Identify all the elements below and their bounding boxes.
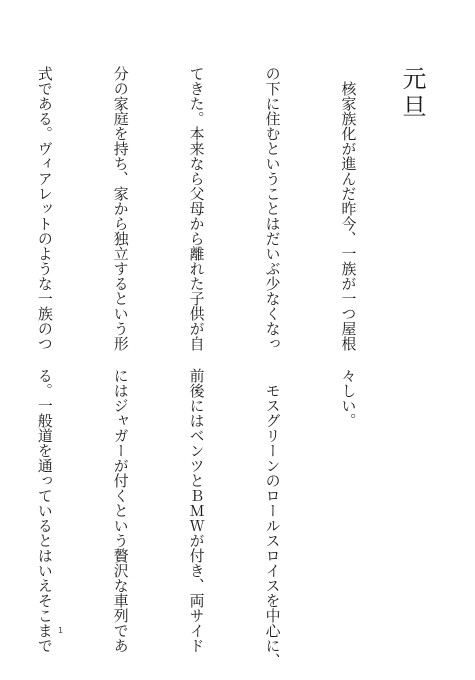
text-line: てきた。本来なら父母から離れた子供が自: [187, 66, 206, 351]
text-line: 核家族化が進んだ昨今、一族が一つ屋根: [339, 66, 358, 351]
text-line: にはジャガーが付くという贅沢な車列であ: [111, 368, 130, 653]
upper-text-block: [0, 66, 411, 351]
text-line: 前後にはベンツとＢＭＷが付き、両サイド: [187, 368, 206, 653]
text-line: の下に住むということはだいぶ少なくなっ: [263, 66, 282, 351]
chapter-title: 元旦: [398, 66, 426, 122]
lower-text-block: [0, 368, 411, 668]
text-line: 式である。ヴィアレットのような一族のつ: [35, 66, 54, 351]
text-line: 々しい。: [339, 368, 358, 428]
text-line: る。一般道を通っているとはいえそこまで: [35, 368, 54, 653]
page-number: 1: [58, 626, 64, 635]
text-line: 分の家庭を持ち、家から独立するという形: [111, 66, 130, 351]
text-line: モスグリーンのロールスロイスを中心に、: [263, 368, 282, 668]
